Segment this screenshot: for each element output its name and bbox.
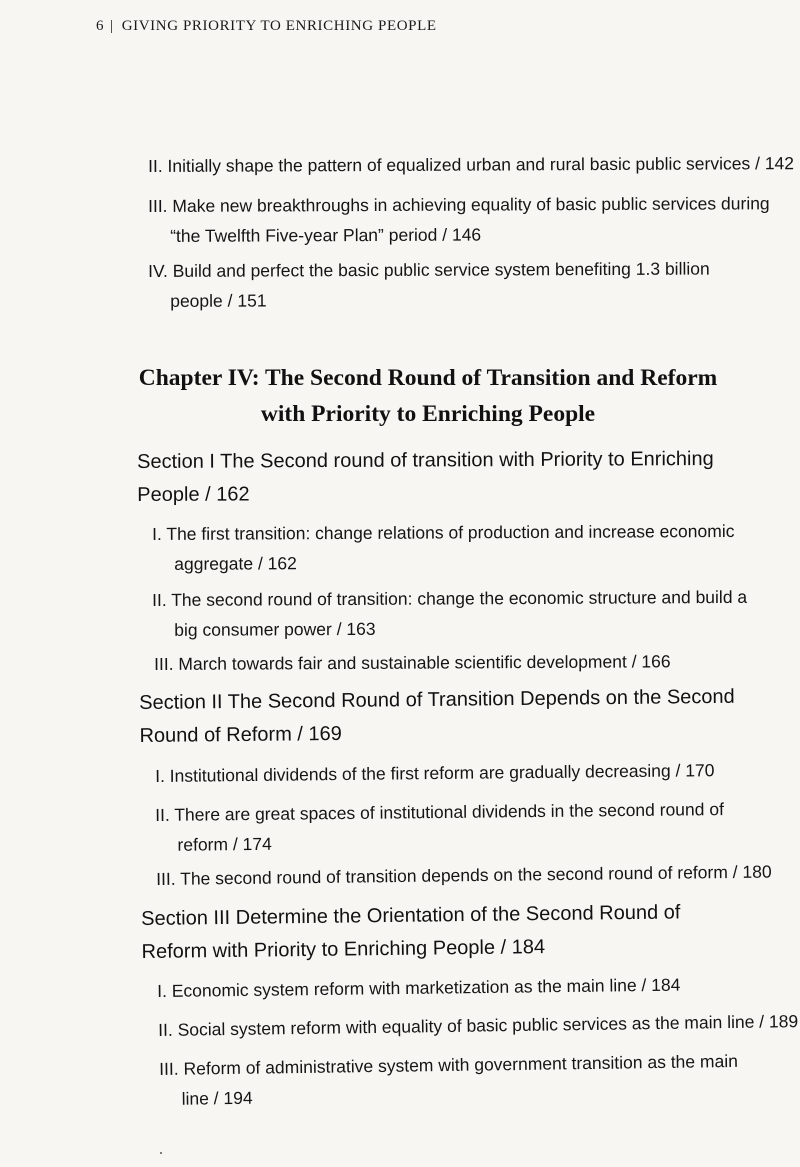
toc-entry bbox=[148, 148, 794, 181]
toc-entry-continuation: “the Twelfth Five-year Plan” period / 146 bbox=[170, 224, 482, 246]
toc-entry-continuation: big consumer power / 163 bbox=[174, 618, 376, 640]
toc-entry-line: III. March towards fair and sustainable scientific development / 166 bbox=[154, 651, 671, 674]
running-head-separator: | bbox=[110, 18, 114, 34]
toc-entry-line: III. Make new breakthroughs in achieving equality of basic public services during bbox=[148, 193, 770, 216]
toc-entry bbox=[152, 516, 735, 579]
toc-entry-line: I. The first transition: change relations of production and increase economic bbox=[152, 520, 735, 544]
section-heading-line: People / 162 bbox=[137, 483, 250, 506]
toc-entry-line: III. The second round of transition depends on the second round of reform / 180 bbox=[156, 861, 772, 889]
toc-entry-line: II. The second round of transition: change the economic structure and build a bbox=[152, 586, 748, 610]
toc-entry-line: IV. Build and perfect the basic public service system benefiting 1.3 billion bbox=[148, 258, 710, 281]
section-heading bbox=[139, 681, 735, 753]
chapter-title-line: with Priority to Enriching People bbox=[260, 401, 596, 427]
section-heading bbox=[141, 896, 681, 969]
section-heading-line: Section II The Second Round of Transition Depends on the Second bbox=[139, 685, 735, 714]
chapter-title bbox=[0, 360, 800, 432]
section-heading bbox=[137, 443, 714, 512]
toc-entry-line: II. There are great spaces of institutional dividends in the second round of bbox=[155, 799, 725, 825]
toc-entry bbox=[148, 254, 710, 316]
toc-entry-continuation: reform / 174 bbox=[177, 833, 272, 855]
toc-entry-line: III. Reform of administrative system with government transition as the main bbox=[159, 1050, 738, 1079]
toc-entry-continuation: people / 151 bbox=[170, 290, 267, 311]
toc-entry-line: II. Initially shape the pattern of equalized urban and rural basic public services / 142 bbox=[148, 153, 795, 176]
toc-entry bbox=[155, 755, 715, 791]
toc-entry bbox=[154, 646, 671, 679]
chapter-title-line: Chapter IV: The Second Round of Transition and Reform bbox=[138, 365, 718, 391]
toc-entry bbox=[156, 856, 772, 894]
paper-speck bbox=[160, 1152, 162, 1154]
section-heading-line: Reform with Priority to Enriching People / 184 bbox=[141, 936, 546, 963]
page-number: 6 bbox=[96, 18, 105, 34]
toc-entry bbox=[157, 970, 681, 1006]
running-head bbox=[96, 18, 437, 35]
toc-entry bbox=[155, 794, 724, 860]
section-heading-line: Section I The Second round of transition with Priority to Enriching bbox=[137, 447, 714, 473]
toc-entry-line: II. Social system reform with equality of basic public services as the main line / 189 bbox=[158, 1011, 799, 1040]
running-head-title: GIVING PRIORITY TO ENRICHING PEOPLE bbox=[121, 18, 437, 34]
toc-entry-continuation: line / 194 bbox=[181, 1087, 253, 1109]
toc-entry bbox=[158, 1006, 798, 1045]
toc-entry-line: I. Institutional dividends of the first reform are gradually decreasing / 170 bbox=[155, 760, 715, 786]
toc-entry bbox=[148, 188, 770, 251]
toc-entry-continuation: aggregate / 162 bbox=[174, 553, 297, 574]
toc-entry bbox=[152, 582, 747, 645]
toc-entry-line: I. Economic system reform with marketization as the main line / 184 bbox=[157, 974, 681, 1001]
toc-entry bbox=[159, 1046, 738, 1114]
section-heading-line: Section III Determine the Orientation of the Second Round of bbox=[141, 901, 681, 930]
section-heading-line: Round of Reform / 169 bbox=[139, 722, 342, 747]
